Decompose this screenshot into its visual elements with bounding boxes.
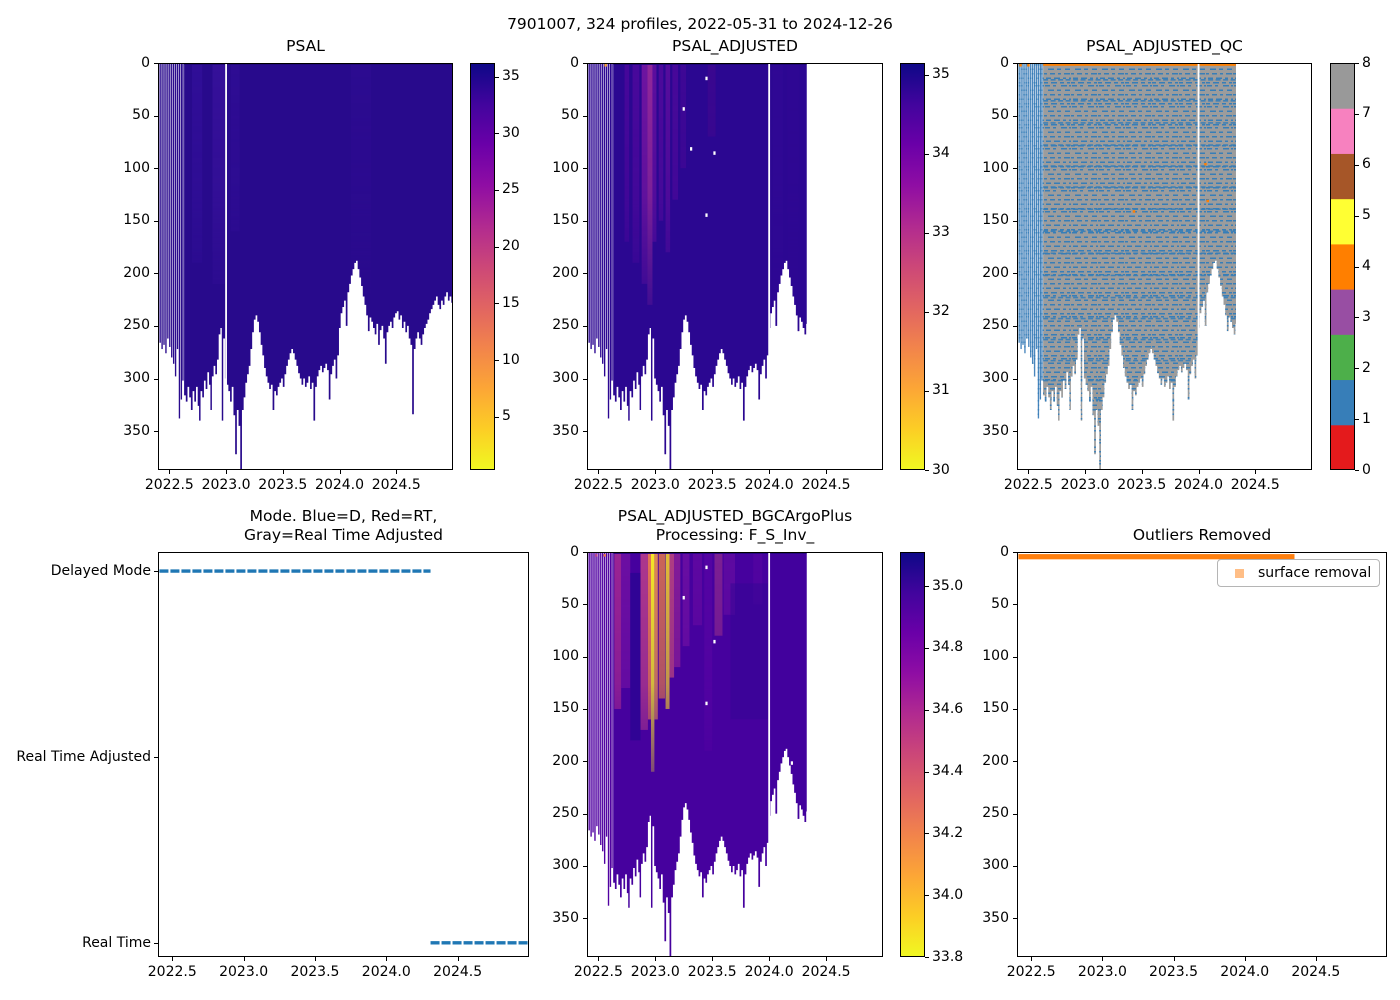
panel-title-psal-adjusted: PSAL_ADJUSTED [672, 37, 798, 55]
x-tick-mark [769, 470, 770, 474]
legend-label: surface removal [1258, 565, 1372, 581]
panel-title-bgc-line1: PSAL_ADJUSTED_BGCArgoPlus [617, 507, 853, 525]
x-tick-mark [1245, 957, 1246, 961]
y-tick-mark [1013, 168, 1017, 169]
y-tick-mark [583, 552, 587, 553]
x-tick-label: 2023.5 [1117, 477, 1167, 493]
x-tick-mark [769, 957, 770, 961]
y-tick-mark [583, 866, 587, 867]
x-tick-label: 2024.5 [371, 477, 421, 493]
colorbar-tick-label: 34.8 [932, 639, 964, 656]
panel-title-mode [158, 507, 529, 545]
colorbar-tick-mark [925, 772, 929, 773]
y-tick-mark [154, 379, 158, 380]
panel-title-psal: PSAL [286, 37, 325, 55]
colorbar-tick-label: 3 [1362, 308, 1371, 325]
y-tick-label: 300 [552, 857, 579, 874]
colorbar-tick-label: 0 [1362, 461, 1371, 478]
legend-marker-icon [1235, 569, 1244, 578]
colorbar-tick-label: 5 [502, 408, 511, 425]
x-tick-label: 2023.0 [1077, 964, 1127, 980]
colorbar-tick-mark [1355, 470, 1359, 471]
y-tick-label: 250 [552, 805, 579, 822]
x-tick-mark [226, 470, 227, 474]
y-tick-mark [583, 63, 587, 64]
mode-plot [158, 552, 529, 957]
x-tick-label: 2024.0 [744, 477, 794, 493]
colorbar-tick-mark [925, 391, 929, 392]
psal-heatmap [158, 63, 453, 470]
panel-title-mode-line1: Mode. Blue=D, Red=RT, [249, 507, 438, 525]
y-tick-mark [1013, 657, 1017, 658]
y-tick-label: 150 [552, 212, 579, 229]
y-tick-mark [154, 757, 158, 758]
bgc-heatmap [587, 552, 883, 957]
x-tick-label: 2024.5 [433, 964, 483, 980]
x-tick-mark [1028, 470, 1029, 474]
qc-heatmap [1017, 63, 1312, 470]
x-tick-label: 2022.5 [573, 477, 623, 493]
colorbar-tick-mark [1355, 317, 1359, 318]
y-tick-mark [1013, 604, 1017, 605]
colorbar-tick-mark [1355, 216, 1359, 217]
y-tick-label: 250 [982, 317, 1009, 334]
colorbar-tick-label: 35 [932, 66, 950, 83]
x-tick-mark [315, 957, 316, 961]
colorbar-tick-label: 6 [1362, 156, 1371, 173]
x-tick-label: 2023.5 [687, 964, 737, 980]
x-tick-label: 2022.5 [573, 964, 623, 980]
y-tick-mark [583, 273, 587, 274]
x-tick-label: 2024.5 [1291, 964, 1341, 980]
y-tick-mark [154, 273, 158, 274]
y-tick-label: 350 [552, 909, 579, 926]
colorbar-tick-mark [925, 75, 929, 76]
x-tick-mark [283, 470, 284, 474]
colorbar-tick-label: 1 [1362, 410, 1371, 427]
x-tick-label: 2024.0 [361, 964, 411, 980]
colorbar-tick-label: 33 [932, 224, 950, 241]
y-tick-label: 50 [991, 595, 1009, 612]
y-tick-mark [1013, 116, 1017, 117]
colorbar-tick-mark [495, 303, 499, 304]
colorbar-tick-label: 35 [502, 68, 520, 85]
y-tick-label: 0 [141, 54, 150, 71]
y-tick-label: 100 [552, 159, 579, 176]
x-tick-mark [1255, 470, 1256, 474]
colorbar-tick-mark [1355, 63, 1359, 64]
y-tick-mark [154, 168, 158, 169]
colorbar-tick-label: 5 [1362, 207, 1371, 224]
x-tick-mark [826, 957, 827, 961]
y-tick-mark [1013, 761, 1017, 762]
x-tick-label: 2024.5 [801, 477, 851, 493]
colorbar-tick-mark [925, 312, 929, 313]
y-tick-label: 50 [561, 107, 579, 124]
y-tick-label: 200 [552, 264, 579, 281]
y-tick-mark [583, 326, 587, 327]
y-tick-label: 50 [561, 595, 579, 612]
y-tick-mark [154, 571, 158, 572]
y-tick-label: 200 [552, 752, 579, 769]
x-tick-mark [826, 470, 827, 474]
y-tick-mark [583, 431, 587, 432]
colorbar-tick-mark [925, 233, 929, 234]
y-tick-label: 0 [1000, 543, 1009, 560]
y-tick-mark [1013, 552, 1017, 553]
colorbar-tick-mark [925, 648, 929, 649]
colorbar-tick-label: 35.0 [932, 577, 964, 594]
y-tick-label: 300 [123, 370, 150, 386]
panel-title-psal-adjusted-qc: PSAL_ADJUSTED_QC [1086, 37, 1243, 55]
colorbar-tick-label: 30 [932, 461, 950, 478]
y-tick-mark [583, 761, 587, 762]
x-tick-label: 2024.5 [801, 964, 851, 980]
y-tick-label: 0 [570, 543, 579, 560]
y-tick-label: 100 [552, 648, 579, 665]
y-tick-mark [1013, 273, 1017, 274]
x-tick-mark [1199, 470, 1200, 474]
x-tick-label: 2024.0 [315, 477, 365, 493]
y-tick-mark [583, 918, 587, 919]
x-tick-mark [1102, 957, 1103, 961]
adj-heatmap [587, 63, 883, 470]
colorbar-tick-mark [495, 77, 499, 78]
y-tick-label: 350 [552, 422, 579, 439]
y-tick-label: 250 [123, 317, 150, 334]
x-tick-mark [340, 470, 341, 474]
y-tick-mark [1013, 866, 1017, 867]
y-tick-mark [154, 943, 158, 944]
colorbar-tick-label: 34.6 [932, 701, 964, 718]
x-tick-mark [598, 957, 599, 961]
y-tick-label: 250 [552, 317, 579, 334]
y-tick-label: 350 [982, 909, 1009, 926]
y-tick-mark [1013, 326, 1017, 327]
figure-title: 7901007, 324 profiles, 2022-05-31 to 2024-12-26 [507, 15, 893, 33]
colorbar-tick-label: 31 [932, 382, 950, 399]
psal-colorbar [470, 63, 495, 470]
colorbar-tick-label: 34.4 [932, 763, 964, 779]
colorbar-tick-mark [1355, 114, 1359, 115]
colorbar-tick-mark [1355, 368, 1359, 369]
outliers-plot [1017, 552, 1387, 957]
x-tick-mark [1085, 470, 1086, 474]
colorbar-tick-label: 34.0 [932, 886, 964, 903]
y-tick-label: 300 [982, 370, 1009, 386]
colorbar-tick-mark [925, 895, 929, 896]
y-tick-label: 0 [570, 54, 579, 71]
y-tick-mark [154, 326, 158, 327]
y-tick-label: 50 [132, 107, 150, 124]
x-tick-mark [1142, 470, 1143, 474]
y-tick-mark [1013, 709, 1017, 710]
colorbar-tick-label: 34 [932, 145, 950, 162]
y-tick-label: 350 [982, 422, 1009, 439]
y-tick-mark [1013, 221, 1017, 222]
y-tick-mark [583, 379, 587, 380]
y-tick-mark [583, 116, 587, 117]
y-tick-mark [154, 63, 158, 64]
adj-colorbar [900, 63, 925, 470]
y-tick-label: 150 [552, 700, 579, 717]
panel-title-bgc-line2: Processing: F_S_Inv_ [655, 526, 815, 544]
ytick-real-time-adjusted: Real Time Adjusted [16, 749, 151, 765]
colorbar-tick-mark [925, 586, 929, 587]
x-tick-label: 2023.5 [258, 477, 308, 493]
y-tick-mark [1013, 431, 1017, 432]
colorbar-tick-label: 25 [502, 181, 520, 198]
colorbar-tick-label: 10 [502, 351, 520, 368]
panel-title-outliers: Outliers Removed [1132, 526, 1272, 544]
y-tick-mark [583, 814, 587, 815]
x-tick-mark [169, 470, 170, 474]
y-tick-label: 150 [982, 700, 1009, 717]
y-tick-label: 200 [123, 264, 150, 281]
y-tick-mark [1013, 814, 1017, 815]
x-tick-label: 2023.0 [630, 477, 680, 493]
x-tick-label: 2023.5 [290, 964, 340, 980]
x-tick-mark [386, 957, 387, 961]
x-tick-mark [244, 957, 245, 961]
colorbar-tick-label: 32 [932, 303, 950, 320]
colorbar-tick-mark [925, 833, 929, 834]
y-tick-label: 300 [982, 857, 1009, 874]
y-tick-mark [154, 221, 158, 222]
y-tick-mark [1013, 379, 1017, 380]
y-tick-label: 250 [982, 805, 1009, 822]
x-tick-label: 2022.5 [144, 477, 194, 493]
y-tick-label: 200 [982, 752, 1009, 769]
x-tick-label: 2024.5 [1230, 477, 1280, 493]
colorbar-tick-label: 8 [1362, 54, 1371, 71]
x-tick-mark [172, 957, 173, 961]
x-tick-label: 2023.0 [1060, 477, 1110, 493]
x-tick-mark [1174, 957, 1175, 961]
x-tick-mark [598, 470, 599, 474]
colorbar-tick-mark [925, 154, 929, 155]
colorbar-tick-mark [925, 710, 929, 711]
x-tick-label: 2022.5 [1006, 964, 1056, 980]
y-tick-label: 300 [552, 370, 579, 386]
y-tick-mark [583, 657, 587, 658]
x-tick-mark [655, 470, 656, 474]
ytick-real-time: Real Time [82, 935, 151, 951]
ytick-delayed-mode: Delayed Mode [50, 563, 151, 579]
bgc-colorbar [900, 552, 925, 957]
y-tick-label: 100 [982, 648, 1009, 665]
y-tick-label: 150 [982, 212, 1009, 229]
colorbar-tick-label: 4 [1362, 258, 1371, 274]
y-tick-mark [583, 221, 587, 222]
y-tick-label: 100 [123, 159, 150, 176]
x-tick-mark [1031, 957, 1032, 961]
x-tick-label: 2024.0 [1220, 964, 1270, 980]
panel-title-mode-line2: Gray=Real Time Adjusted [243, 526, 444, 544]
x-tick-label: 2022.5 [147, 964, 197, 980]
colorbar-tick-label: 34.2 [932, 824, 964, 841]
panel-title-bgc [587, 507, 883, 545]
y-tick-mark [1013, 63, 1017, 64]
qc-colorbar [1330, 63, 1355, 470]
colorbar-tick-mark [1355, 165, 1359, 166]
y-tick-mark [583, 168, 587, 169]
colorbar-tick-mark [925, 470, 929, 471]
x-tick-mark [458, 957, 459, 961]
x-tick-label: 2024.0 [744, 964, 794, 980]
x-tick-mark [1316, 957, 1317, 961]
y-tick-label: 0 [1000, 54, 1009, 71]
colorbar-tick-label: 20 [502, 238, 520, 255]
y-tick-mark [154, 431, 158, 432]
colorbar-tick-mark [925, 957, 929, 958]
y-tick-label: 350 [123, 422, 150, 439]
x-tick-mark [712, 470, 713, 474]
y-tick-mark [1013, 918, 1017, 919]
x-tick-label: 2023.0 [201, 477, 251, 493]
y-tick-mark [583, 604, 587, 605]
colorbar-tick-mark [495, 247, 499, 248]
legend-surface-removal [1217, 559, 1380, 587]
x-tick-label: 2023.0 [630, 964, 680, 980]
colorbar-tick-label: 30 [502, 124, 520, 141]
colorbar-tick-mark [495, 133, 499, 134]
x-tick-label: 2022.5 [1003, 477, 1053, 493]
x-tick-label: 2023.0 [219, 964, 269, 980]
colorbar-tick-label: 2 [1362, 359, 1371, 376]
x-tick-label: 2024.0 [1174, 477, 1224, 493]
y-tick-label: 100 [982, 159, 1009, 176]
colorbar-tick-mark [1355, 419, 1359, 420]
x-tick-mark [655, 957, 656, 961]
y-tick-mark [583, 709, 587, 710]
colorbar-tick-mark [495, 360, 499, 361]
x-tick-mark [396, 470, 397, 474]
y-tick-mark [154, 116, 158, 117]
x-tick-mark [712, 957, 713, 961]
colorbar-tick-label: 33.8 [932, 948, 964, 965]
y-tick-label: 50 [991, 107, 1009, 124]
x-tick-label: 2023.5 [1149, 964, 1199, 980]
colorbar-tick-mark [495, 190, 499, 191]
x-tick-label: 2023.5 [687, 477, 737, 493]
colorbar-tick-mark [495, 417, 499, 418]
colorbar-tick-label: 7 [1362, 105, 1371, 122]
y-tick-label: 150 [123, 212, 150, 229]
colorbar-tick-label: 15 [502, 294, 520, 311]
colorbar-tick-mark [1355, 267, 1359, 268]
y-tick-label: 200 [982, 264, 1009, 281]
